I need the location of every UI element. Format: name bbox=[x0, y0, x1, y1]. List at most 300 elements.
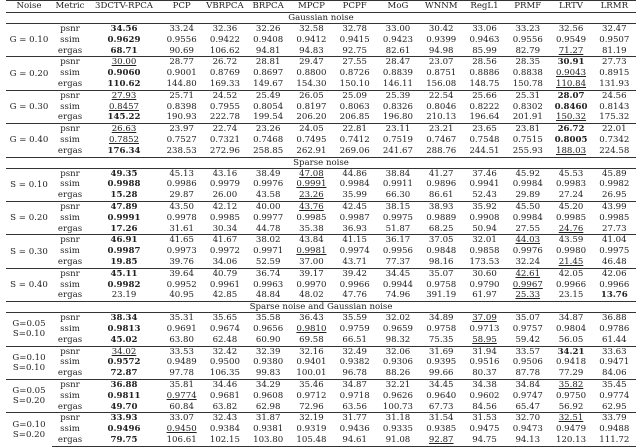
table-row bbox=[6, 257, 636, 268]
value-cell: 0.9691 bbox=[166, 323, 197, 334]
value-cell: 45.53 bbox=[558, 168, 584, 179]
value-cell: 0.8005 bbox=[554, 134, 588, 145]
table-row bbox=[6, 112, 636, 123]
value-cell: 206.20 bbox=[296, 112, 327, 123]
value-cell: 0.9956 bbox=[382, 246, 413, 257]
value-cell: 0.7468 bbox=[253, 134, 284, 145]
noise-level-cell bbox=[6, 346, 52, 379]
value-cell: 0.9556 bbox=[166, 34, 197, 45]
value-cell: 145.22 bbox=[107, 112, 141, 123]
metric-cell: psnr bbox=[52, 90, 88, 101]
value-cell: 0.9422 bbox=[209, 34, 240, 45]
metric-cell: ssim bbox=[60, 279, 80, 290]
value-cell: 44.86 bbox=[342, 168, 367, 179]
value-cell: 63.82 bbox=[212, 401, 238, 412]
value-cell: 131.93 bbox=[599, 78, 630, 89]
value-cell: 36.43 bbox=[299, 313, 324, 324]
value-cell: 98.16 bbox=[428, 256, 454, 267]
value-cell: 0.8886 bbox=[469, 68, 500, 79]
table-row bbox=[6, 35, 636, 46]
value-cell: 42.61 bbox=[506, 268, 549, 279]
value-cell: 40.95 bbox=[169, 290, 194, 301]
value-cell: 106.61 bbox=[160, 435, 203, 446]
value-cell: 35.58 bbox=[255, 313, 281, 324]
value-cell: 33.93 bbox=[88, 413, 160, 424]
value-cell: 0.9412 bbox=[296, 34, 327, 45]
value-cell: 85.99 bbox=[472, 45, 497, 56]
metric-cell: psnr bbox=[52, 379, 88, 390]
value-cell: 105.48 bbox=[290, 435, 333, 446]
value-cell: 0.9659 bbox=[382, 323, 413, 334]
value-cell: 26.95 bbox=[602, 190, 627, 201]
value-cell: 0.9941 bbox=[469, 179, 500, 190]
value-cell: 60.90 bbox=[255, 334, 281, 345]
value-cell: 0.9984 bbox=[512, 212, 543, 223]
value-cell: 45.89 bbox=[602, 168, 627, 179]
value-cell: 0.9982 bbox=[107, 279, 141, 290]
value-cell: 31.53 bbox=[463, 413, 506, 424]
value-cell: 47.08 bbox=[299, 168, 324, 179]
value-cell: 68.71 bbox=[110, 45, 138, 56]
metric-cell: ssim bbox=[60, 424, 80, 435]
table-row bbox=[6, 391, 636, 402]
value-cell: 77.29 bbox=[558, 368, 584, 379]
value-cell: 80.37 bbox=[472, 368, 497, 379]
value-cell: 0.9952 bbox=[166, 279, 197, 290]
value-cell: 0.9475 bbox=[469, 424, 500, 435]
value-cell: 196.64 bbox=[469, 112, 500, 123]
value-cell: 0.9985 bbox=[555, 212, 587, 223]
table-row bbox=[6, 46, 636, 57]
table-row bbox=[6, 280, 636, 291]
table-row bbox=[6, 335, 636, 346]
table-row bbox=[6, 357, 636, 368]
value-cell: 86.61 bbox=[428, 190, 454, 201]
noise-level-label: G=0.10 bbox=[12, 352, 46, 363]
value-cell: 26.05 bbox=[290, 90, 333, 101]
value-cell: 241.67 bbox=[382, 145, 413, 156]
value-cell: 34.87 bbox=[558, 313, 584, 324]
value-cell: 0.9988 bbox=[107, 179, 141, 190]
column-header: 3DCTV-RPCA bbox=[88, 1, 160, 13]
value-cell: 25.33 bbox=[515, 290, 541, 301]
value-cell: 0.9556 bbox=[512, 34, 543, 45]
value-cell: 39.17 bbox=[290, 268, 333, 279]
value-cell: 0.9471 bbox=[599, 357, 630, 368]
value-cell: 0.9944 bbox=[382, 279, 413, 290]
noise-level-cell bbox=[6, 24, 52, 57]
value-cell: 35.99 bbox=[342, 190, 367, 201]
value-cell: 0.9479 bbox=[555, 424, 587, 435]
value-cell: 23.97 bbox=[160, 124, 203, 135]
value-cell: 51.87 bbox=[385, 223, 411, 234]
value-cell: 0.9984 bbox=[339, 179, 370, 190]
value-cell: 110.84 bbox=[555, 78, 587, 89]
value-cell: 199.54 bbox=[253, 112, 284, 123]
value-cell: 45.02 bbox=[110, 334, 138, 345]
value-cell: 0.9608 bbox=[253, 390, 284, 401]
value-cell: 32.19 bbox=[290, 413, 333, 424]
value-cell: 34.21 bbox=[549, 346, 592, 357]
value-cell: 31.77 bbox=[333, 413, 376, 424]
column-header: Noise bbox=[6, 1, 52, 13]
value-cell: 0.9380 bbox=[253, 357, 284, 368]
noise-level-cell bbox=[6, 313, 52, 346]
value-cell: 0.9506 bbox=[512, 357, 543, 368]
value-cell: 62.95 bbox=[602, 401, 627, 412]
value-cell: 36.88 bbox=[602, 313, 627, 324]
value-cell: 81.19 bbox=[602, 45, 627, 56]
value-cell: 25.66 bbox=[463, 90, 506, 101]
value-cell: 0.9757 bbox=[512, 323, 543, 334]
value-cell: 0.9629 bbox=[107, 34, 141, 45]
value-cell: 74.96 bbox=[385, 290, 411, 301]
value-cell: 45.20 bbox=[549, 201, 592, 212]
value-cell: 0.9399 bbox=[426, 34, 457, 45]
value-cell: 23.65 bbox=[463, 124, 506, 135]
value-cell: 43.84 bbox=[290, 235, 333, 246]
value-cell: 45.92 bbox=[515, 168, 541, 179]
value-cell: 32.58 bbox=[299, 24, 324, 34]
value-cell: 32.56 bbox=[558, 24, 584, 34]
value-cell: 196.80 bbox=[382, 112, 413, 123]
value-cell: 0.7548 bbox=[469, 134, 500, 145]
metric-cell: ssim bbox=[60, 246, 80, 257]
value-cell: 0.8222 bbox=[469, 101, 500, 112]
value-cell: 36.93 bbox=[342, 223, 367, 234]
value-cell: 38.93 bbox=[420, 201, 463, 212]
value-cell: 33.07 bbox=[160, 413, 203, 424]
value-cell: 0.9973 bbox=[166, 246, 197, 257]
value-cell: 27.93 bbox=[88, 90, 160, 101]
value-cell: 0.9401 bbox=[296, 357, 327, 368]
value-cell: 0.7495 bbox=[296, 134, 327, 145]
value-cell: 32.36 bbox=[212, 24, 238, 34]
value-cell: 32.51 bbox=[549, 413, 592, 424]
value-cell: 90.69 bbox=[169, 45, 194, 56]
value-cell: 32.78 bbox=[342, 24, 367, 34]
value-cell: 0.9786 bbox=[599, 323, 630, 334]
value-cell: 39.64 bbox=[160, 268, 203, 279]
value-cell: 0.9674 bbox=[209, 323, 240, 334]
value-cell: 0.9987 bbox=[339, 212, 370, 223]
value-cell: 22.54 bbox=[420, 90, 463, 101]
table-row bbox=[6, 190, 636, 201]
value-cell: 0.9810 bbox=[296, 323, 327, 334]
value-cell: 144.80 bbox=[166, 78, 197, 89]
value-cell: 23.21 bbox=[420, 124, 463, 135]
value-cell: 38.15 bbox=[376, 201, 419, 212]
value-cell: 0.9423 bbox=[382, 34, 413, 45]
value-cell: 30.34 bbox=[212, 223, 238, 234]
metric-cell: ssim bbox=[60, 212, 80, 223]
value-cell: 24.56 bbox=[593, 90, 636, 101]
section-title: Gaussian noise bbox=[6, 13, 636, 24]
metric-cell: psnr bbox=[60, 313, 80, 324]
value-cell: 30.91 bbox=[549, 57, 592, 68]
value-cell: 99.66 bbox=[428, 368, 454, 379]
value-cell: 0.7321 bbox=[209, 134, 240, 145]
value-cell: 0.9415 bbox=[339, 34, 370, 45]
section-header-row bbox=[6, 302, 636, 313]
value-cell: 0.9681 bbox=[209, 390, 240, 401]
value-cell: 66.30 bbox=[385, 190, 411, 201]
noise-level-label: G=0.10 bbox=[12, 419, 46, 430]
table-row bbox=[6, 235, 636, 246]
value-cell: 0.9507 bbox=[599, 34, 630, 45]
value-cell: 41.04 bbox=[593, 235, 636, 246]
metric-cell: psnr bbox=[52, 124, 88, 135]
value-cell: 91.08 bbox=[376, 435, 419, 446]
noise-level-cell bbox=[6, 413, 52, 446]
value-cell: 0.9961 bbox=[209, 279, 240, 290]
value-cell: 82.79 bbox=[515, 45, 541, 56]
value-cell: 269.06 bbox=[339, 145, 370, 156]
metric-cell: ergas bbox=[57, 223, 83, 234]
metric-cell: psnr bbox=[52, 201, 88, 212]
column-header: PRMF bbox=[506, 1, 549, 13]
value-cell: 0.9043 bbox=[555, 68, 587, 79]
value-cell: 19.85 bbox=[110, 256, 138, 267]
column-header: RegL1 bbox=[463, 1, 506, 13]
value-cell: 94.75 bbox=[463, 435, 506, 446]
value-cell: 0.8398 bbox=[166, 101, 197, 112]
value-cell: 0.9974 bbox=[339, 246, 370, 257]
section-header-row bbox=[6, 157, 636, 168]
value-cell: 43.99 bbox=[593, 201, 636, 212]
metric-cell: ergas bbox=[57, 145, 83, 156]
value-cell: 69.58 bbox=[299, 334, 324, 345]
noise-level-label: S=0.10 bbox=[12, 362, 46, 373]
value-cell: 27.55 bbox=[515, 223, 541, 234]
value-cell: 0.8197 bbox=[296, 101, 327, 112]
value-cell: 23.26 bbox=[247, 124, 290, 135]
value-cell: 79.75 bbox=[88, 435, 160, 446]
value-cell: 22.81 bbox=[333, 124, 376, 135]
value-cell: 0.9385 bbox=[426, 424, 457, 435]
table-row bbox=[6, 124, 636, 135]
value-cell: 32.21 bbox=[376, 379, 419, 390]
value-cell: 67.73 bbox=[428, 401, 454, 412]
value-cell: 0.7412 bbox=[339, 134, 370, 145]
value-cell: 33.53 bbox=[160, 346, 203, 357]
value-cell: 77.37 bbox=[385, 256, 411, 267]
value-cell: 188.03 bbox=[555, 145, 587, 156]
table-row bbox=[6, 346, 636, 357]
value-cell: 0.9970 bbox=[296, 279, 327, 290]
value-cell: 43.59 bbox=[549, 235, 592, 246]
metric-cell: ssim bbox=[60, 390, 80, 401]
column-header: BRPCA bbox=[247, 1, 290, 13]
value-cell: 244.51 bbox=[469, 145, 500, 156]
value-cell: 0.8063 bbox=[339, 101, 370, 112]
value-cell: 94.13 bbox=[506, 435, 549, 446]
metric-cell: psnr bbox=[52, 268, 88, 279]
value-cell: 0.9549 bbox=[555, 34, 587, 45]
table-row bbox=[6, 268, 636, 279]
column-header: LRTV bbox=[549, 1, 592, 13]
value-cell: 42.06 bbox=[593, 268, 636, 279]
value-cell: 0.9602 bbox=[469, 390, 500, 401]
value-cell: 42.05 bbox=[549, 268, 592, 279]
noise-level-cell bbox=[6, 124, 52, 157]
value-cell: 0.9306 bbox=[382, 357, 413, 368]
value-cell: 35.31 bbox=[169, 313, 194, 324]
value-cell: 47.76 bbox=[342, 290, 367, 301]
value-cell: 71.27 bbox=[558, 45, 584, 56]
value-cell: 43.76 bbox=[290, 201, 333, 212]
value-cell: 82.61 bbox=[385, 45, 411, 56]
metric-cell: ssim bbox=[60, 68, 80, 79]
value-cell: 0.8457 bbox=[108, 101, 140, 112]
noise-level-label: S=0.20 bbox=[12, 429, 46, 440]
results-table bbox=[6, 0, 636, 447]
value-cell: 100.01 bbox=[296, 368, 327, 379]
value-cell: 27.55 bbox=[333, 57, 376, 68]
noise-level-label: G = 0.30 bbox=[9, 101, 49, 112]
value-cell: 25.71 bbox=[160, 90, 203, 101]
value-cell: 0.9656 bbox=[253, 323, 284, 334]
value-cell: 0.9967 bbox=[512, 279, 543, 290]
noise-level-label: G=0.05 bbox=[12, 386, 46, 397]
value-cell: 0.9319 bbox=[296, 424, 327, 435]
value-cell: 0.9804 bbox=[555, 323, 587, 334]
value-cell: 33.57 bbox=[506, 346, 549, 357]
value-cell: 24.76 bbox=[558, 223, 584, 234]
value-cell: 63.80 bbox=[169, 334, 194, 345]
value-cell: 60.84 bbox=[169, 401, 194, 412]
metric-cell: ergas bbox=[57, 256, 83, 267]
noise-level-label: S = 0.40 bbox=[10, 279, 48, 290]
value-cell: 146.11 bbox=[382, 78, 413, 89]
value-cell: 0.8302 bbox=[512, 101, 543, 112]
value-cell: 27.73 bbox=[602, 223, 627, 234]
value-cell: 0.9981 bbox=[296, 246, 327, 257]
value-cell: 34.84 bbox=[506, 379, 549, 390]
value-cell: 56.92 bbox=[558, 401, 584, 412]
value-cell: 23.26 bbox=[299, 190, 324, 201]
value-cell: 0.9978 bbox=[166, 212, 197, 223]
value-cell: 35.65 bbox=[212, 313, 238, 324]
value-cell: 0.7519 bbox=[382, 134, 413, 145]
column-header: PCP bbox=[160, 1, 203, 13]
value-cell: 0.8800 bbox=[296, 68, 327, 79]
value-cell: 27.73 bbox=[593, 57, 636, 68]
value-cell: 32.39 bbox=[247, 346, 290, 357]
table-header bbox=[6, 1, 636, 13]
value-cell: 96.78 bbox=[342, 368, 367, 379]
value-cell: 0.8915 bbox=[599, 68, 630, 79]
value-cell: 84.06 bbox=[602, 368, 627, 379]
value-cell: 0.9381 bbox=[253, 424, 284, 435]
table-row bbox=[6, 368, 636, 379]
value-cell: 0.9473 bbox=[512, 424, 543, 435]
value-cell: 224.58 bbox=[599, 145, 630, 156]
value-cell: 29.89 bbox=[515, 190, 541, 201]
value-cell: 38.02 bbox=[247, 235, 290, 246]
value-cell: 258.85 bbox=[253, 145, 284, 156]
value-cell: 106.35 bbox=[209, 368, 240, 379]
value-cell: 34.56 bbox=[110, 24, 138, 34]
value-cell: 0.8769 bbox=[209, 68, 240, 79]
value-cell: 17.26 bbox=[110, 223, 138, 234]
value-cell: 0.9572 bbox=[107, 357, 141, 368]
value-cell: 50.94 bbox=[472, 223, 497, 234]
value-cell: 23.19 bbox=[111, 290, 137, 301]
noise-level-label: S=0.10 bbox=[12, 329, 46, 340]
table-body bbox=[6, 13, 636, 447]
value-cell: 32.26 bbox=[255, 24, 281, 34]
value-cell: 34.89 bbox=[428, 313, 454, 324]
value-cell: 48.84 bbox=[255, 290, 281, 301]
value-cell: 92.87 bbox=[420, 435, 463, 446]
value-cell: 0.9774 bbox=[166, 390, 197, 401]
value-cell: 0.9986 bbox=[166, 179, 197, 190]
section-header-row bbox=[6, 13, 636, 24]
value-cell: 28.77 bbox=[160, 57, 203, 68]
value-cell: 0.9977 bbox=[253, 212, 284, 223]
value-cell: 34.29 bbox=[247, 379, 290, 390]
value-cell: 38.84 bbox=[385, 168, 411, 179]
value-cell: 173.53 bbox=[469, 256, 500, 267]
value-cell: 31.94 bbox=[463, 346, 506, 357]
column-header: VBRPCA bbox=[203, 1, 246, 13]
value-cell: 0.9382 bbox=[339, 357, 370, 368]
value-cell: 26.63 bbox=[88, 124, 160, 135]
value-cell: 288.76 bbox=[426, 145, 457, 156]
value-cell: 94.83 bbox=[299, 45, 324, 56]
value-cell: 28.47 bbox=[376, 57, 419, 68]
value-cell: 62.98 bbox=[255, 401, 281, 412]
value-cell: 32.01 bbox=[463, 235, 506, 246]
value-cell: 23.15 bbox=[558, 290, 584, 301]
section-title: Sparse noise and Gaussian noise bbox=[6, 302, 636, 313]
value-cell: 0.9450 bbox=[166, 424, 197, 435]
noise-level-cell bbox=[6, 379, 52, 412]
value-cell: 0.9985 bbox=[599, 212, 630, 223]
value-cell: 0.9408 bbox=[253, 34, 284, 45]
value-cell: 32.47 bbox=[602, 24, 627, 34]
value-cell: 0.9774 bbox=[599, 390, 630, 401]
value-cell: 0.8839 bbox=[382, 68, 413, 79]
value-cell: 46.91 bbox=[88, 235, 160, 246]
value-cell: 45.11 bbox=[88, 268, 160, 279]
table-row bbox=[6, 213, 636, 224]
value-cell: 210.13 bbox=[426, 112, 457, 123]
value-cell: 63.56 bbox=[342, 401, 367, 412]
value-cell: 0.8046 bbox=[426, 101, 457, 112]
value-cell: 72.87 bbox=[110, 368, 138, 379]
value-cell: 13.76 bbox=[600, 290, 628, 301]
value-cell: 106.62 bbox=[209, 45, 240, 56]
value-cell: 43.71 bbox=[342, 256, 367, 267]
value-cell: 150.78 bbox=[512, 78, 543, 89]
value-cell: 94.61 bbox=[333, 435, 376, 446]
table-row bbox=[6, 435, 636, 446]
value-cell: 0.9963 bbox=[253, 279, 284, 290]
value-cell: 0.9811 bbox=[107, 390, 141, 401]
value-cell: 25.49 bbox=[247, 90, 290, 101]
noise-level-label: S = 0.10 bbox=[10, 179, 48, 190]
value-cell: 26.72 bbox=[203, 57, 246, 68]
value-cell: 0.9001 bbox=[166, 68, 197, 79]
value-cell: 42.85 bbox=[212, 290, 238, 301]
column-header: LRMR bbox=[593, 1, 636, 13]
value-cell: 34.38 bbox=[463, 379, 506, 390]
value-cell: 0.8326 bbox=[382, 101, 413, 112]
value-cell: 0.9976 bbox=[512, 246, 543, 257]
value-cell: 0.9972 bbox=[209, 246, 240, 257]
